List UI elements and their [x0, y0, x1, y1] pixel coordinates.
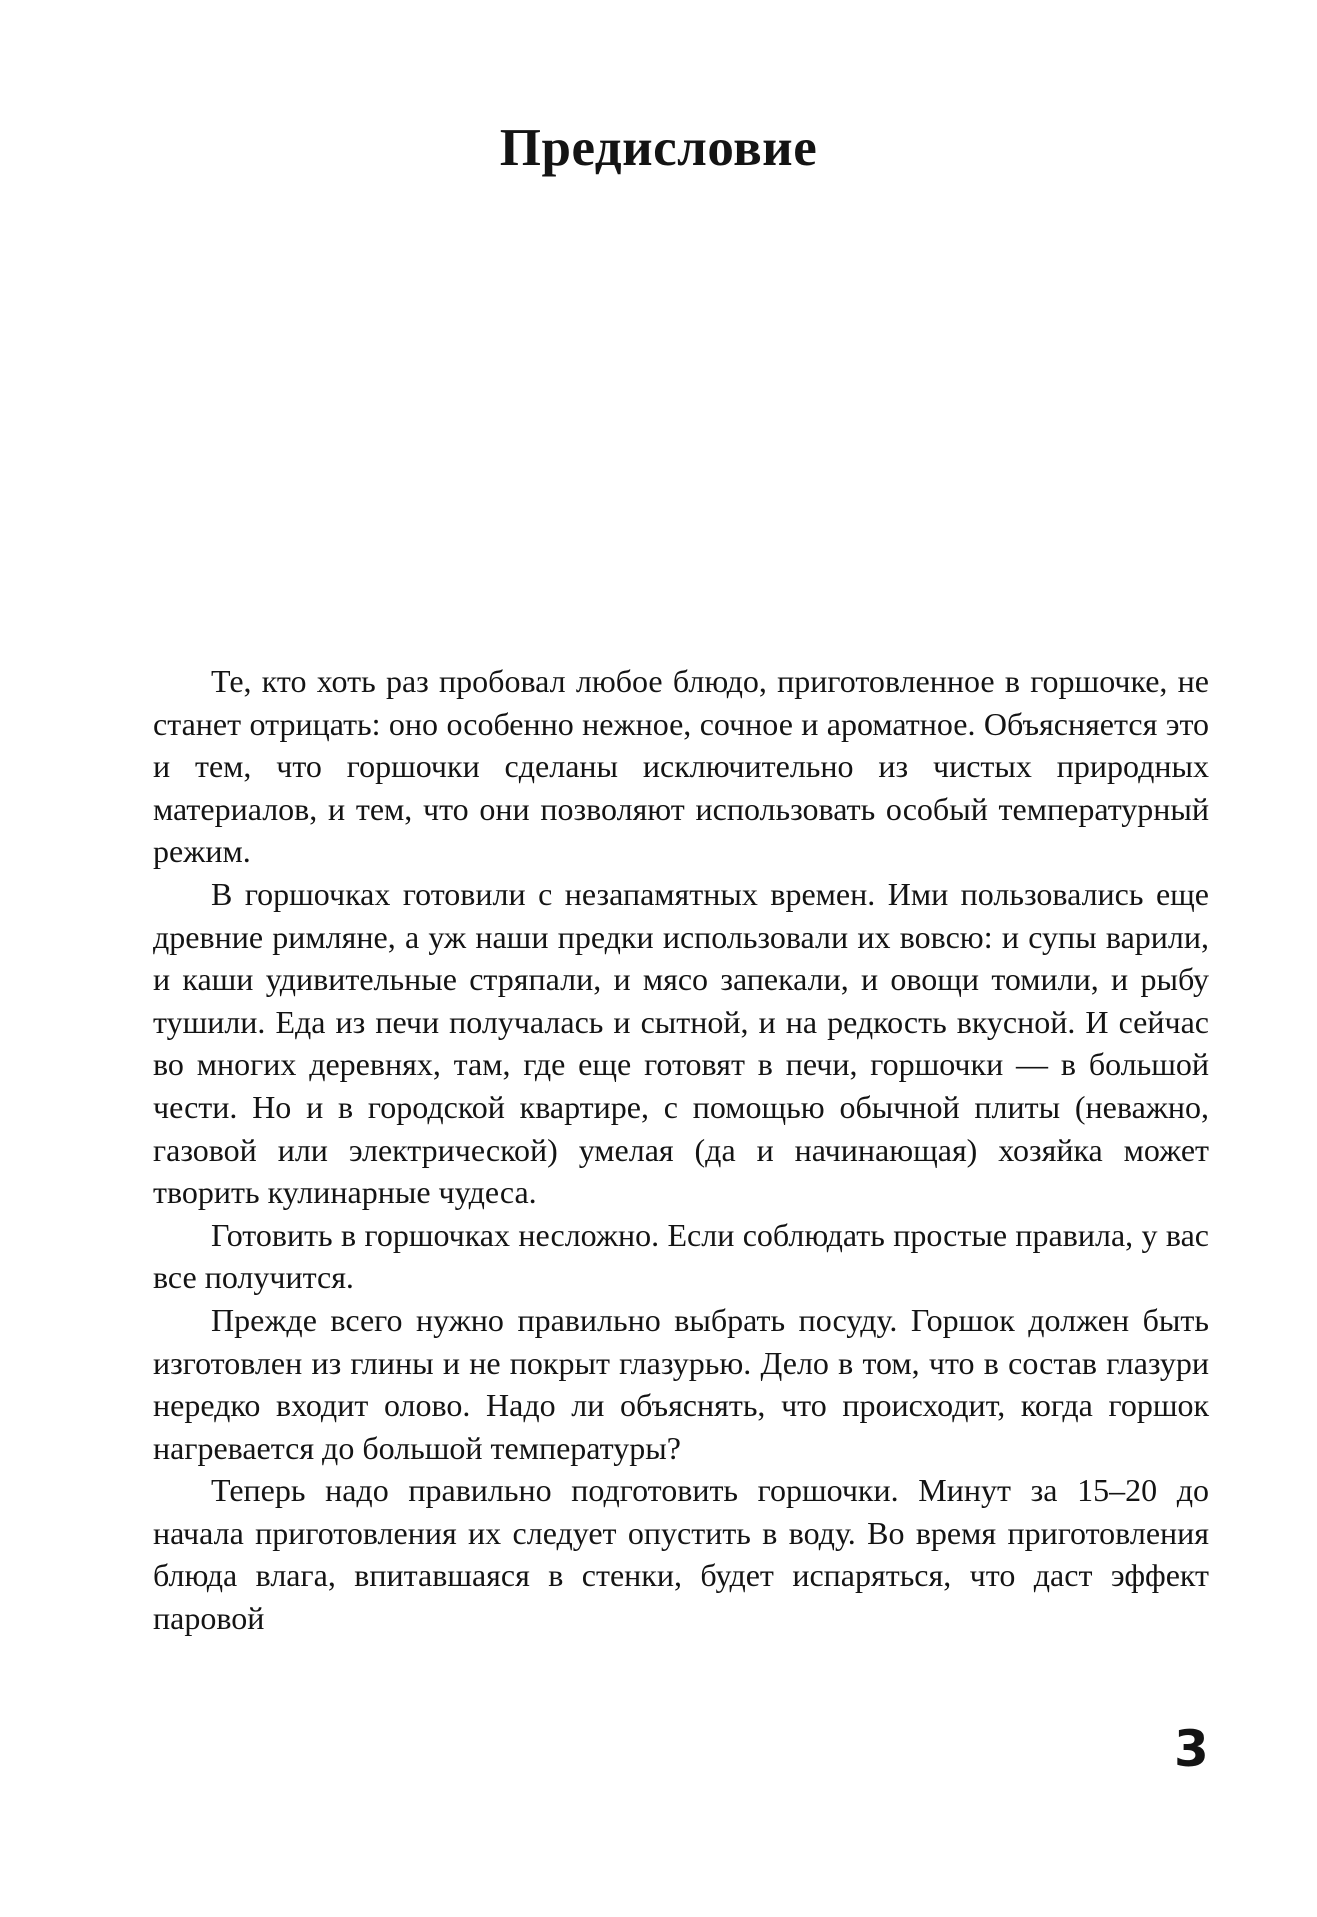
- paragraph-5: Теперь надо правильно подготовить горшочки. Минут за 15–20 до начала приготовления их следует опустить в воду. Во время приготовления блюда влага, впитавшаяся в стенки, будет испаряться, что даст эффект паровой: [153, 1472, 1209, 1637]
- body-text: [153, 660, 1209, 1640]
- page-number: 3: [1174, 1720, 1209, 1778]
- paragraph-4: Прежде всего нужно правильно выбрать посуду. Горшок должен быть изготовлен из глины и не покрыт глазурью. Дело в том, что в состав глазури нередко входит олово. Надо ли объяснять, что происходит, когда горшок нагревается до большой температуры?: [153, 1301, 1209, 1466]
- paragraph-1: Те, кто хоть раз пробовал любое блюдо, приготовленное в горшочке, не станет отрицать: оно особенно нежное, сочное и ароматное. Объясняется это и тем, что горшочки сделаны исключительно из чистых природных материалов, и тем, что они позволяют использовать особый температурный режим.: [153, 663, 1209, 870]
- page-title: Предисловие: [499, 119, 818, 177]
- paragraph-3: Готовить в горшочках несложно. Если соблюдать простые правила, у вас все получится.: [153, 1216, 1209, 1296]
- paragraph-2: В горшочках готовили с незапамятных времен. Ими пользовались еще древние римляне, а уж наши предки использовали их вовсю: и супы варили, и каши удивительные стряпали, и мясо запекали, и овощи томили, и рыбу тушили. Еда из печи получалась и сытной, и на редкость вкусной. И сейчас во многих деревнях, там, где еще готовят в печи, горшочки — в большой чести. Но и в городской квартире, с помощью обычной плиты (неважно, газовой или электрической) умелая (да и начинающая) хозяйка может творить кулинарные чудеса.: [153, 875, 1209, 1211]
